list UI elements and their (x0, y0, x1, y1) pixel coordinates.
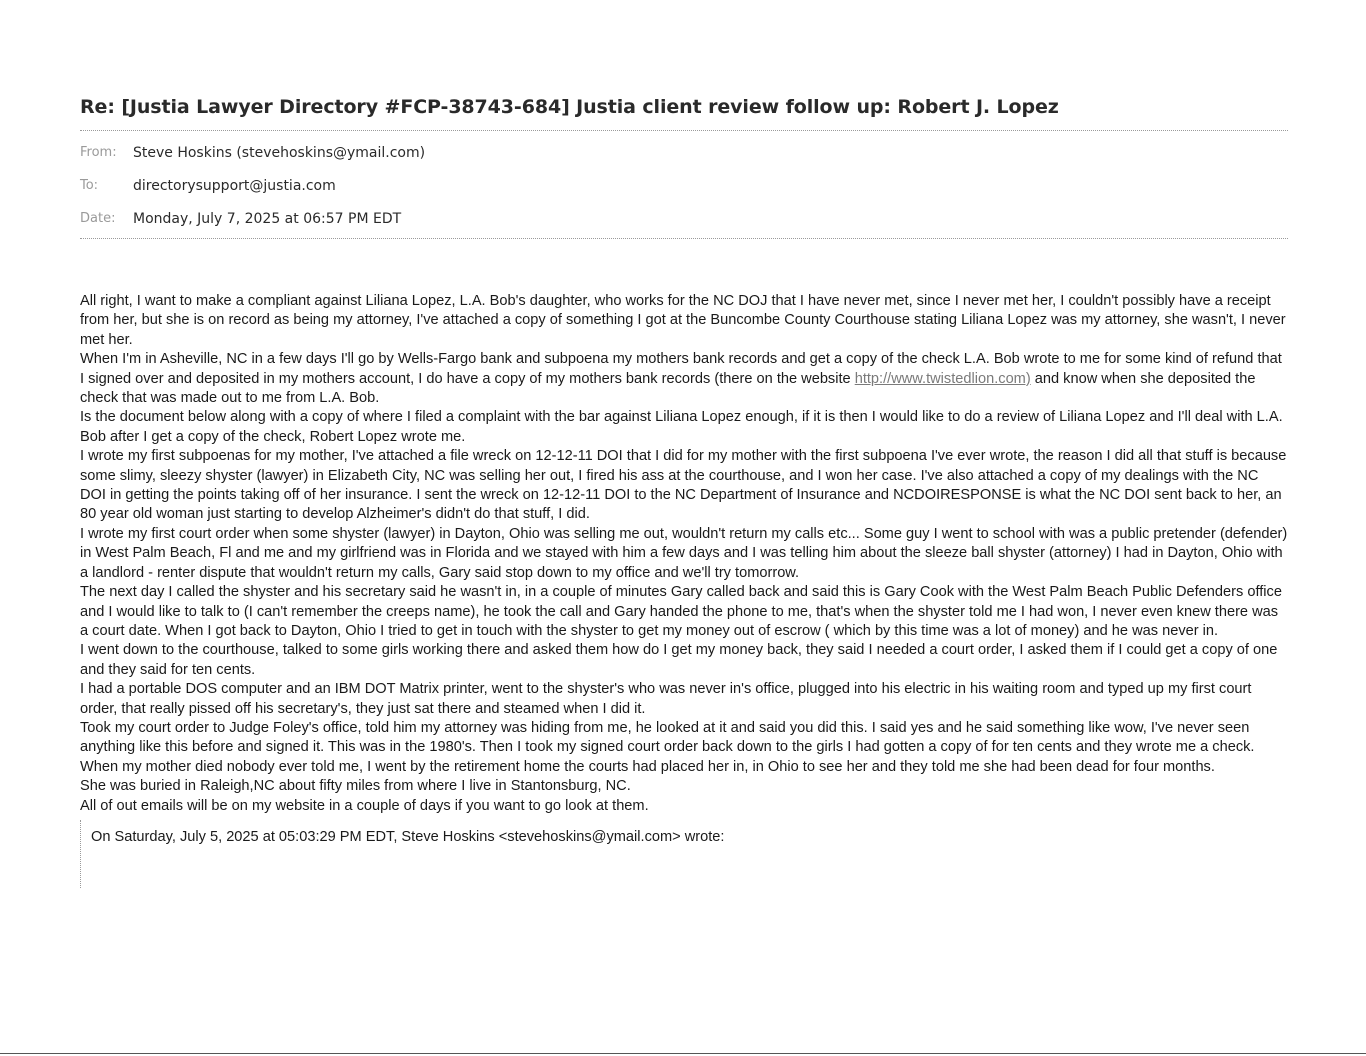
body-paragraph: I went down to the courthouse, talked to some girls working there and asked them how do I get my money back, they said I needed a court order, I asked them if I could get a copy of one and they said for ten cents. (80, 642, 1278, 678)
body-paragraph: I wrote my first court order when some shyster (lawyer) in Dayton, Ohio was selling me out, wouldn't return my calls etc... Some guy I went to school with was a public pretender (defender) in West Palm Beach, Fl and me and my girlfriend was in Florida and we stayed with him a few days and I was telling him about the sleeze ball shyster (attorney) I had in Dayton, Ohio with a landlord - renter dispute that wouldn't return my calls, Gary said stop down to my office and we'll try tomorrow. (80, 525, 1288, 581)
body-paragraph: The next day I called the shyster and his secretary said he wasn't in, in a couple of minutes Gary called back and said this is Gary Cook with the West Palm Beach Public Defenders office and I would like to talk to (I can't remember the creeps name), he took the call and Gary handed the phone to me, that's when the shyster told me I had won, I never even knew there was a court date. When I got back to Dayton, Ohio I tried to get in touch with the shyster to get my money out of escrow ( which by this time was a lot of money) and he was never in. (80, 584, 1282, 639)
meta-divider (80, 238, 1288, 239)
to-row (80, 176, 1288, 209)
body-paragraph: Took my court order to Judge Foley's office, told him my attorney was hiding from me, he looked at it and said you did this. I said yes and he said something like wow, I've never seen anything like this before and signed it. This was in the 1980's. Then I took my signed court order back down to the girls I had gotten a copy of for ten cents and they wrote me a check. (80, 719, 1255, 756)
email-body (80, 292, 1288, 888)
body-paragraph (80, 350, 1288, 408)
body-paragraph: Is the document below along with a copy of where I filed a complaint with the bar against Liliana Lopez enough, if it is then I would like to do a review of Liliana Lopez and I'll deal with L.A. Bob after I get a copy of the check, Robert Lopez wrote me. (80, 409, 1283, 445)
body-text: and know when she deposited the check that was made out to me from L.A. Bob. (80, 370, 1256, 407)
body-paragraph: She was buried in Raleigh,NC about fifty miles from where I live in Stantonsburg, NC. (80, 778, 631, 795)
from-value: Steve Hoskins (stevehoskins@ymail.com) (133, 145, 426, 161)
body-paragraph: I wrote my first subpoenas for my mother, I've attached a file wreck on 12-12-11 DOI that I did for my mother with the first subpoena I've ever wrote, the reason I did all that stuff is because some slimy, sleezy shyster (lawyer) in Elizabeth City, NC was selling her out, I fired his ass at the courthouse, and I won her case. I've also attached a copy of my dealings with the NC DOI in getting the points taking off of her insurance. I sent the wreck on 12-12-11 DOI to the NC Department of Insurance and NCDOIRESPONSE is what the NC DOI sent back to her, an 80 year old woman just starting to develop Alzheimer's didn't do that stuff, I did. (80, 448, 1287, 523)
page-bottom-border (0, 1053, 1366, 1054)
header-divider (80, 130, 1288, 131)
email-message (80, 92, 1288, 888)
from-row (80, 143, 1288, 176)
quoted-reply (80, 820, 1288, 888)
quote-attribution: On Saturday, July 5, 2025 at 05:03:29 PM EDT, Steve Hoskins <stevehoskins@ymail.com> wrote: (91, 828, 725, 845)
to-label: To: (80, 178, 99, 193)
from-label: From: (80, 145, 117, 160)
body-text: When I'm in Asheville, NC in a few days I'll go by Wells-Fargo bank and subpoena my mothers bank records and get a copy of the check L.A. Bob wrote to me for some kind of refund that I signed over and deposited in my mothers account, I do have a copy of my mothers bank records (there on the website (80, 351, 1282, 387)
website-link[interactable]: http://www.twistedlion.com) (854, 370, 1031, 387)
body-paragraph: When my mother died nobody ever told me, I went by the retirement home the courts had placed her in, in Ohio to see her and they told me she had been dead for four months. (80, 758, 1215, 775)
date-label: Date: (80, 211, 116, 226)
body-paragraph: All right, I want to make a compliant against Liliana Lopez, L.A. Bob's daughter, who works for the NC DOJ that I have never met, since I never met her, I couldn't possibly have a receipt from her, but she is on record as being my attorney, I've attached a copy of something I got at the Buncombe County Courthouse stating Liliana Lopez was my attorney, she wasn't, I never met her. (80, 293, 1286, 348)
email-subject: Re: [Justia Lawyer Directory #FCP-38743-684] Justia client review follow up: Robert J. Lopez (80, 96, 1059, 118)
body-paragraph: All of out emails will be on my website in a couple of days if you want to go look at them. (80, 797, 649, 814)
body-paragraph: I had a portable DOS computer and an IBM DOT Matrix printer, went to the shyster's who was never in's office, plugged into his electric in his waiting room and typed up my first court order, that really pissed off his secretary's, they just sat there and steamed when I did it. (80, 681, 1252, 717)
date-value: Monday, July 7, 2025 at 06:57 PM EDT (133, 211, 402, 227)
to-value: directorysupport@justia.com (133, 178, 336, 194)
